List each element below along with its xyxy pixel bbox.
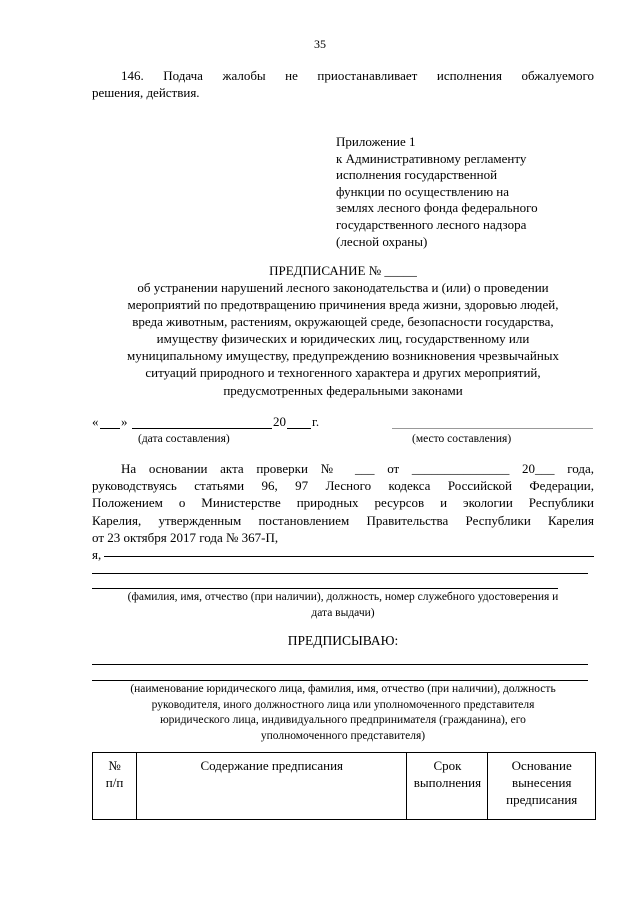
month-blank[interactable] — [132, 428, 272, 429]
basis-line-3: Положением о Министерстве природных ресурсов и экологии Республики — [92, 495, 594, 511]
appendix-line: государственного лесного надзора — [336, 216, 527, 232]
entity-hint-line: (наименование юридического лица, фамилия, имя, отчество (при наличии), должность — [130, 683, 556, 695]
inspector-blank-line-1[interactable] — [104, 556, 594, 557]
table-header-row — [93, 753, 596, 820]
order-subject-line: ситуаций природного и техногенного характера и других мероприятий, — [145, 365, 541, 381]
col-header-number — [93, 753, 137, 820]
order-subject-line: предусмотренных федеральными законами — [223, 382, 463, 398]
clause-146 — [92, 67, 594, 101]
inspector-hint — [92, 590, 594, 621]
year-prefix: 20 — [273, 414, 286, 429]
prescription-table — [92, 752, 596, 820]
i-prefix: я, — [92, 547, 102, 563]
date-hint: (дата составления) — [138, 433, 230, 445]
entity-hint-line: юридического лица, индивидуального предпринимателя (гражданина), его — [160, 714, 526, 726]
col-header-content — [137, 753, 407, 820]
entity-hint-line: руководителя, иного должностного лица или уполномоченного представителя — [151, 698, 535, 711]
inspector-blank-line-2[interactable] — [92, 573, 588, 574]
appendix-line: (лесной охраны) — [336, 233, 428, 249]
inspector-hint-line-1: (фамилия, имя, отчество (при наличии), должность, номер служебного удостоверения и — [127, 591, 559, 603]
order-subject-line: мероприятий по предотвращению причинения вреда жизни, здоровью людей, — [127, 297, 559, 313]
entity-blank-line-2[interactable] — [92, 680, 588, 681]
col-header-number-line: № — [108, 758, 121, 773]
inspector-hint-line-2: дата выдачи) — [311, 606, 375, 619]
appendix-line: функции по осуществлению на — [336, 183, 510, 199]
entity-hint — [92, 682, 594, 744]
prescribe-heading: ПРЕДПИСЫВАЮ: — [287, 633, 399, 648]
basis-line-4: Карелия, утвержденным постановлением Правительства Республики Карелия — [92, 512, 594, 528]
col-header-basis — [488, 753, 596, 820]
order-subject-line: муниципальному имуществу, предупреждению возникновения чрезвычайных — [126, 348, 560, 364]
appendix-line: Приложение 1 — [336, 134, 416, 149]
col-header-content-line: Содержание предписания — [200, 758, 344, 773]
order-subject-line: об устранении нарушений лесного законодательства и (или) о проведении — [137, 280, 549, 295]
appendix-header — [336, 134, 576, 250]
order-title: ПРЕДПИСАНИЕ № _____ — [269, 263, 417, 278]
year-blank[interactable] — [287, 428, 311, 429]
col-header-deadline-line: Срок — [433, 758, 462, 773]
appendix-line: землях лесного фонда федерального — [336, 200, 538, 216]
date-open-quote: « — [92, 414, 99, 429]
basis-line-1: На основании акта проверки № ___ от _______________ 20___ года, — [121, 461, 594, 476]
inspector-blank-line-3[interactable] — [92, 588, 558, 589]
col-header-basis-line: Основание — [511, 758, 572, 773]
col-header-deadline-line: выполнения — [413, 775, 482, 790]
col-header-number-line: п/п — [105, 775, 124, 790]
col-header-deadline — [407, 753, 488, 820]
place-blank[interactable] — [392, 428, 593, 429]
entity-hint-line: уполномоченного представителя) — [260, 729, 426, 742]
place-hint: (место составления) — [412, 433, 512, 445]
col-header-basis-line: вынесения — [511, 775, 572, 790]
basis-paragraph — [92, 460, 594, 563]
order-subject-line: имуществу физических и юридических лиц, государственному или — [156, 331, 530, 347]
basis-line-2: руководствуясь статьями 96, 97 Лесного кодекса Российской Федерации, — [92, 478, 594, 494]
appendix-line: к Административному регламенту — [336, 150, 527, 166]
appendix-line: исполнения государственной — [336, 167, 498, 183]
date-place-line — [92, 413, 594, 447]
year-suffix: г. — [312, 414, 320, 429]
order-subject-line: вреда животным, растениям, окружающей среде, безопасности государства, — [132, 314, 554, 330]
basis-line-5: от 23 октября 2017 года № 367-П, — [92, 529, 279, 545]
col-header-basis-line: предписания — [506, 792, 578, 807]
day-blank[interactable] — [100, 428, 120, 429]
entity-blank-line-1[interactable] — [92, 664, 588, 665]
page-number: 35 — [314, 37, 326, 51]
clause-146-line-2: решения, действия. — [92, 85, 200, 100]
order-subject — [92, 279, 594, 399]
date-close-quote: » — [121, 414, 128, 429]
clause-146-line-1: 146. Подача жалобы не приостанавливает исполнения обжалуемого — [121, 68, 594, 83]
